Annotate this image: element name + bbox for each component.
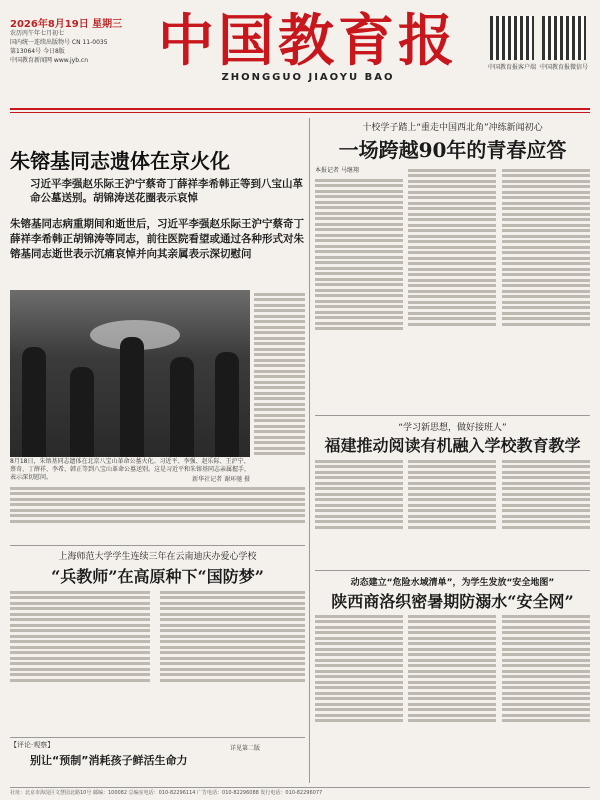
article-body-text (315, 457, 403, 567)
article-body-text (315, 176, 403, 411)
person-figure (22, 347, 46, 457)
edition-info (10, 20, 160, 65)
comment-headline[interactable]: 别让“预制”消耗孩子鲜活生命力 (30, 754, 188, 767)
newspaper-logo (158, 8, 458, 83)
comment-tag: 【评论·观察】 (10, 741, 55, 749)
article-body-text (408, 457, 496, 567)
qr-code-icon[interactable] (490, 16, 534, 60)
lead-subheading: 习近平李强赵乐际王沪宁蔡奇丁薛祥李希韩正等到八宝山革命公墓送别。胡锦涛送花圈表示哀悼 (30, 178, 303, 204)
article-body-text (408, 166, 496, 411)
article-headline[interactable]: 福建推动阅读有机融入学校教育教学 (324, 436, 581, 455)
article-body-text (408, 612, 496, 782)
qr-label: 中国教育报微信号 (539, 64, 588, 71)
article-body-text (315, 612, 403, 782)
photo-caption: 8月18日，朱镕基同志遗体在北京八宝山革命公墓火化。习近平、李强、赵乐际、王沪宁、蔡奇、丁薛祥、李希、韩正等到八宝山革命公墓送别。这是习近平和朱镕基同志亲属握手，表示深切慰问。 (10, 458, 251, 481)
lead-photo[interactable] (10, 290, 250, 457)
info-line: 农历丙午年七月初七 (10, 30, 65, 37)
logo-text: 中国教育报 (158, 8, 458, 74)
person-figure (215, 352, 239, 457)
section-divider (315, 415, 590, 416)
article-body-text (160, 588, 305, 733)
article-headline[interactable]: 陕西商洛织密暑期防溺水“安全网” (331, 592, 574, 611)
section-divider (10, 545, 305, 546)
article-headline[interactable]: 一场跨越90年的青春应答 (338, 138, 567, 162)
info-line: 第13064号 今日8版 (10, 48, 65, 55)
info-line: 国内统一连续出版物号 CN 11-0035 (10, 39, 108, 46)
article-body-text (502, 612, 590, 782)
page-footer: 社址：北京市海淀区文慧园北路10号 邮编：100082 总编室电话：010-82296114 广告电话：010-82296088 发行电话：010-82296077 (10, 787, 590, 795)
article-kicker: 十校学子踏上“重走中国西北角”冲练新闻初心 (362, 123, 543, 133)
logo-pinyin: ZHONGGUO JIAOYU BAO (221, 72, 395, 83)
article-kicker: 上海师范大学学生连续三年在云南迪庆办爱心学校 (58, 552, 257, 562)
masthead (0, 0, 600, 120)
article-body-text (502, 166, 590, 411)
masthead-rule (10, 112, 590, 113)
column-divider (309, 118, 310, 783)
article-headline[interactable]: “兵教师”在高原种下“国防梦” (51, 567, 264, 586)
issue-date: 2026年8月19日 星期三 (10, 19, 123, 30)
article-body-text (502, 457, 590, 567)
lead-headline[interactable]: 朱镕基同志遗体在京火化 (10, 149, 230, 173)
section-divider (315, 570, 590, 571)
info-line: 中国教育新闻网 www.jyb.cn (10, 57, 89, 64)
lead-subheading-2: 朱镕基同志病重期间和逝世后，习近平李强赵乐际王沪宁蔡奇丁薛祥李希韩正胡锦涛等同志，前往医院看望或通过各种形式对朱镕基同志逝世表示沉痛哀悼并向其亲属表示深切慰问 (10, 218, 304, 260)
qr-code-icon[interactable] (542, 16, 586, 60)
lead-body-text-bottom (10, 484, 305, 544)
byline: 本报记者 马继翔 (315, 167, 359, 174)
person-figure (70, 367, 94, 457)
photo-credit: 新华社记者 谢环驰 摄 (192, 476, 250, 483)
article-body-text (10, 588, 150, 733)
person-figure (120, 337, 144, 457)
article-kicker: “学习新思想，做好接班人” (398, 423, 507, 433)
qr-label: 中国教育报客户端 (487, 64, 536, 71)
section-divider (10, 737, 305, 738)
person-figure (170, 357, 194, 457)
see-page-link[interactable]: 详见第二版 (230, 745, 261, 752)
article-kicker: 动态建立“危险水域清单”，为学生发放“安全地图” (350, 578, 555, 588)
masthead-rule (10, 108, 590, 110)
